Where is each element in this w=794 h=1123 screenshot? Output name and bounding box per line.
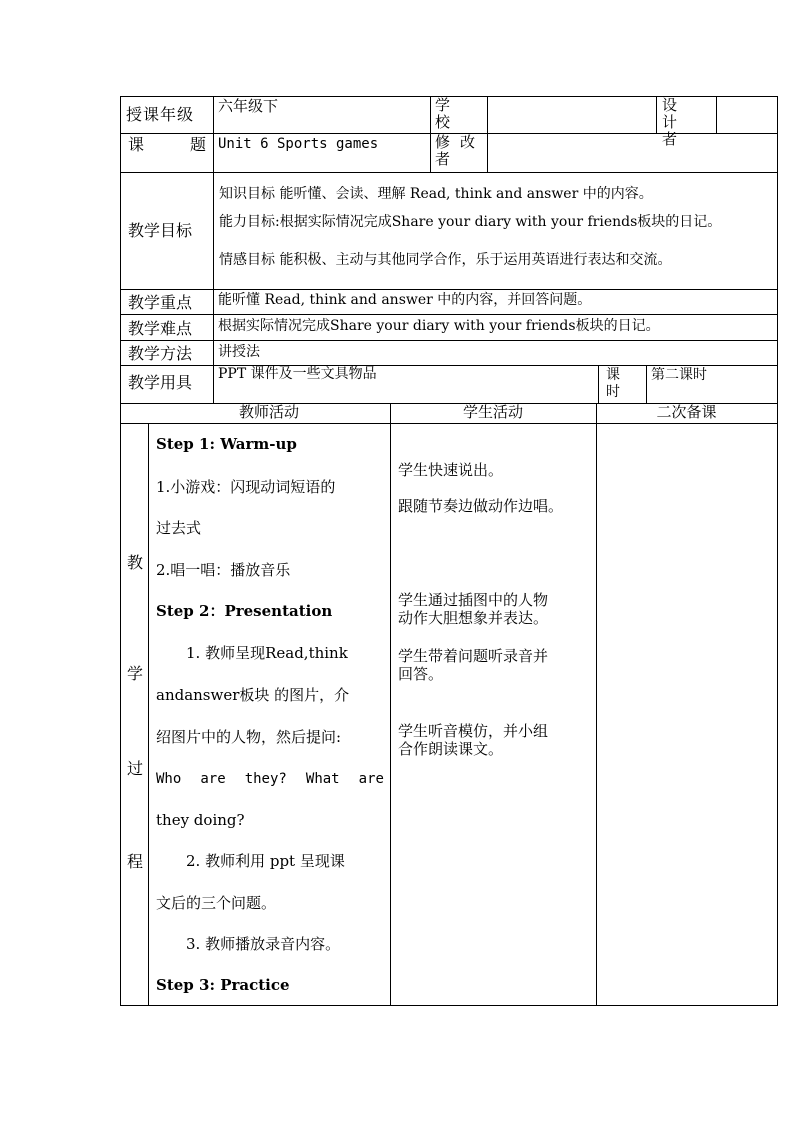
key-points-label: 教学重点	[128, 293, 193, 312]
rule	[120, 96, 121, 1006]
process-label-char: 过	[127, 759, 144, 778]
teacher-item: 1. 教师呈现Read,think	[186, 644, 348, 662]
rule	[598, 365, 599, 404]
rule	[430, 96, 431, 173]
rule	[487, 96, 488, 173]
school-label: 学校	[435, 96, 451, 131]
rule	[148, 423, 149, 1006]
teacher-item: 3. 教师播放录音内容。	[186, 935, 341, 953]
word: are	[358, 771, 384, 787]
difficulties-value: 根据实际情况完成Share your diary with your friends板块的日记。	[218, 318, 660, 334]
rule	[120, 340, 778, 341]
teacher-item: they doing?	[156, 811, 245, 829]
rule	[596, 403, 597, 1006]
teacher-item-justified	[156, 771, 384, 788]
process-label-char: 教	[127, 553, 144, 572]
topic-label: 课题	[128, 135, 253, 154]
teacher-item: 文后的三个问题。	[156, 894, 277, 912]
word: are	[200, 771, 226, 787]
teacher-item: andanswer板块 的图片，介	[156, 686, 350, 704]
student-item: 学生听音模仿，并小组	[398, 722, 549, 740]
tools-value: PPT 课件及一些文具物品	[218, 366, 377, 382]
rule	[646, 365, 647, 404]
step-1-heading: Step 1: Warm-up	[156, 435, 297, 453]
objectives-label: 教学目标	[128, 221, 193, 240]
teacher-item: 绍图片中的人物，然后提问:	[156, 728, 342, 746]
student-item: 回答。	[398, 665, 444, 683]
rule	[777, 96, 778, 1006]
word: What	[305, 771, 340, 787]
student-item: 合作朗读课文。	[398, 740, 504, 758]
rule	[716, 96, 717, 134]
student-item: 学生带着问题听录音并	[398, 647, 549, 665]
rule	[120, 314, 778, 315]
objective-knowledge: 知识目标 能听懂、会读、理解 Read, think and answer 中的内容。	[219, 186, 653, 202]
rule	[120, 423, 778, 424]
period-label: 课时	[606, 367, 620, 400]
teacher-item: 2.唱一唱：播放音乐	[156, 561, 291, 579]
step-3-heading: Step 3: Practice	[156, 976, 290, 994]
objective-emotion: 情感目标 能积极、主动与其他同学合作，乐于运用英语进行表达和交流。	[219, 252, 672, 268]
method-value: 讲授法	[218, 344, 260, 360]
rule	[120, 1005, 778, 1006]
objective-ability: 能力目标:根据实际情况完成Share your diary with your friends板块的日记。	[219, 214, 722, 230]
grade-label: 授课年级	[126, 105, 195, 124]
student-item: 动作大胆想象并表达。	[398, 609, 549, 627]
word: they?	[244, 771, 287, 787]
period-value: 第二课时	[651, 367, 707, 383]
second-prep-header: 二次备课	[656, 403, 717, 421]
process-label-char: 学	[127, 664, 144, 683]
teacher-activity-header: 教师活动	[238, 403, 299, 421]
teacher-item: 1.小游戏：闪现动词短语的	[156, 478, 336, 496]
teacher-item: 过去式	[156, 519, 202, 537]
topic-value: Unit 6 Sports games	[218, 136, 379, 152]
student-activity-header: 学生活动	[462, 403, 523, 421]
student-item: 学生通过插图中的人物	[398, 591, 549, 609]
step-2-heading: Step 2：Presentation	[156, 602, 333, 620]
rule	[390, 403, 391, 1006]
student-item: 跟随节奏边做动作边唱。	[398, 497, 564, 515]
method-label: 教学方法	[128, 344, 193, 363]
rule	[120, 172, 778, 173]
word: Who	[156, 771, 182, 787]
rule	[120, 289, 778, 290]
student-item: 学生快速说出。	[398, 461, 504, 479]
difficulties-label: 教学难点	[128, 319, 193, 338]
rule	[656, 96, 657, 134]
reviser-label: 修改者	[435, 133, 486, 168]
tools-label: 教学用具	[128, 373, 193, 392]
teacher-item: 2. 教师利用 ppt 呈现课	[186, 852, 345, 870]
designer-label: 设计者	[662, 96, 688, 148]
key-points-value: 能听懂 Read, think and answer 中的内容，并回答问题。	[218, 292, 592, 308]
process-label-char: 程	[127, 852, 144, 871]
grade-value: 六年级下	[218, 97, 279, 115]
